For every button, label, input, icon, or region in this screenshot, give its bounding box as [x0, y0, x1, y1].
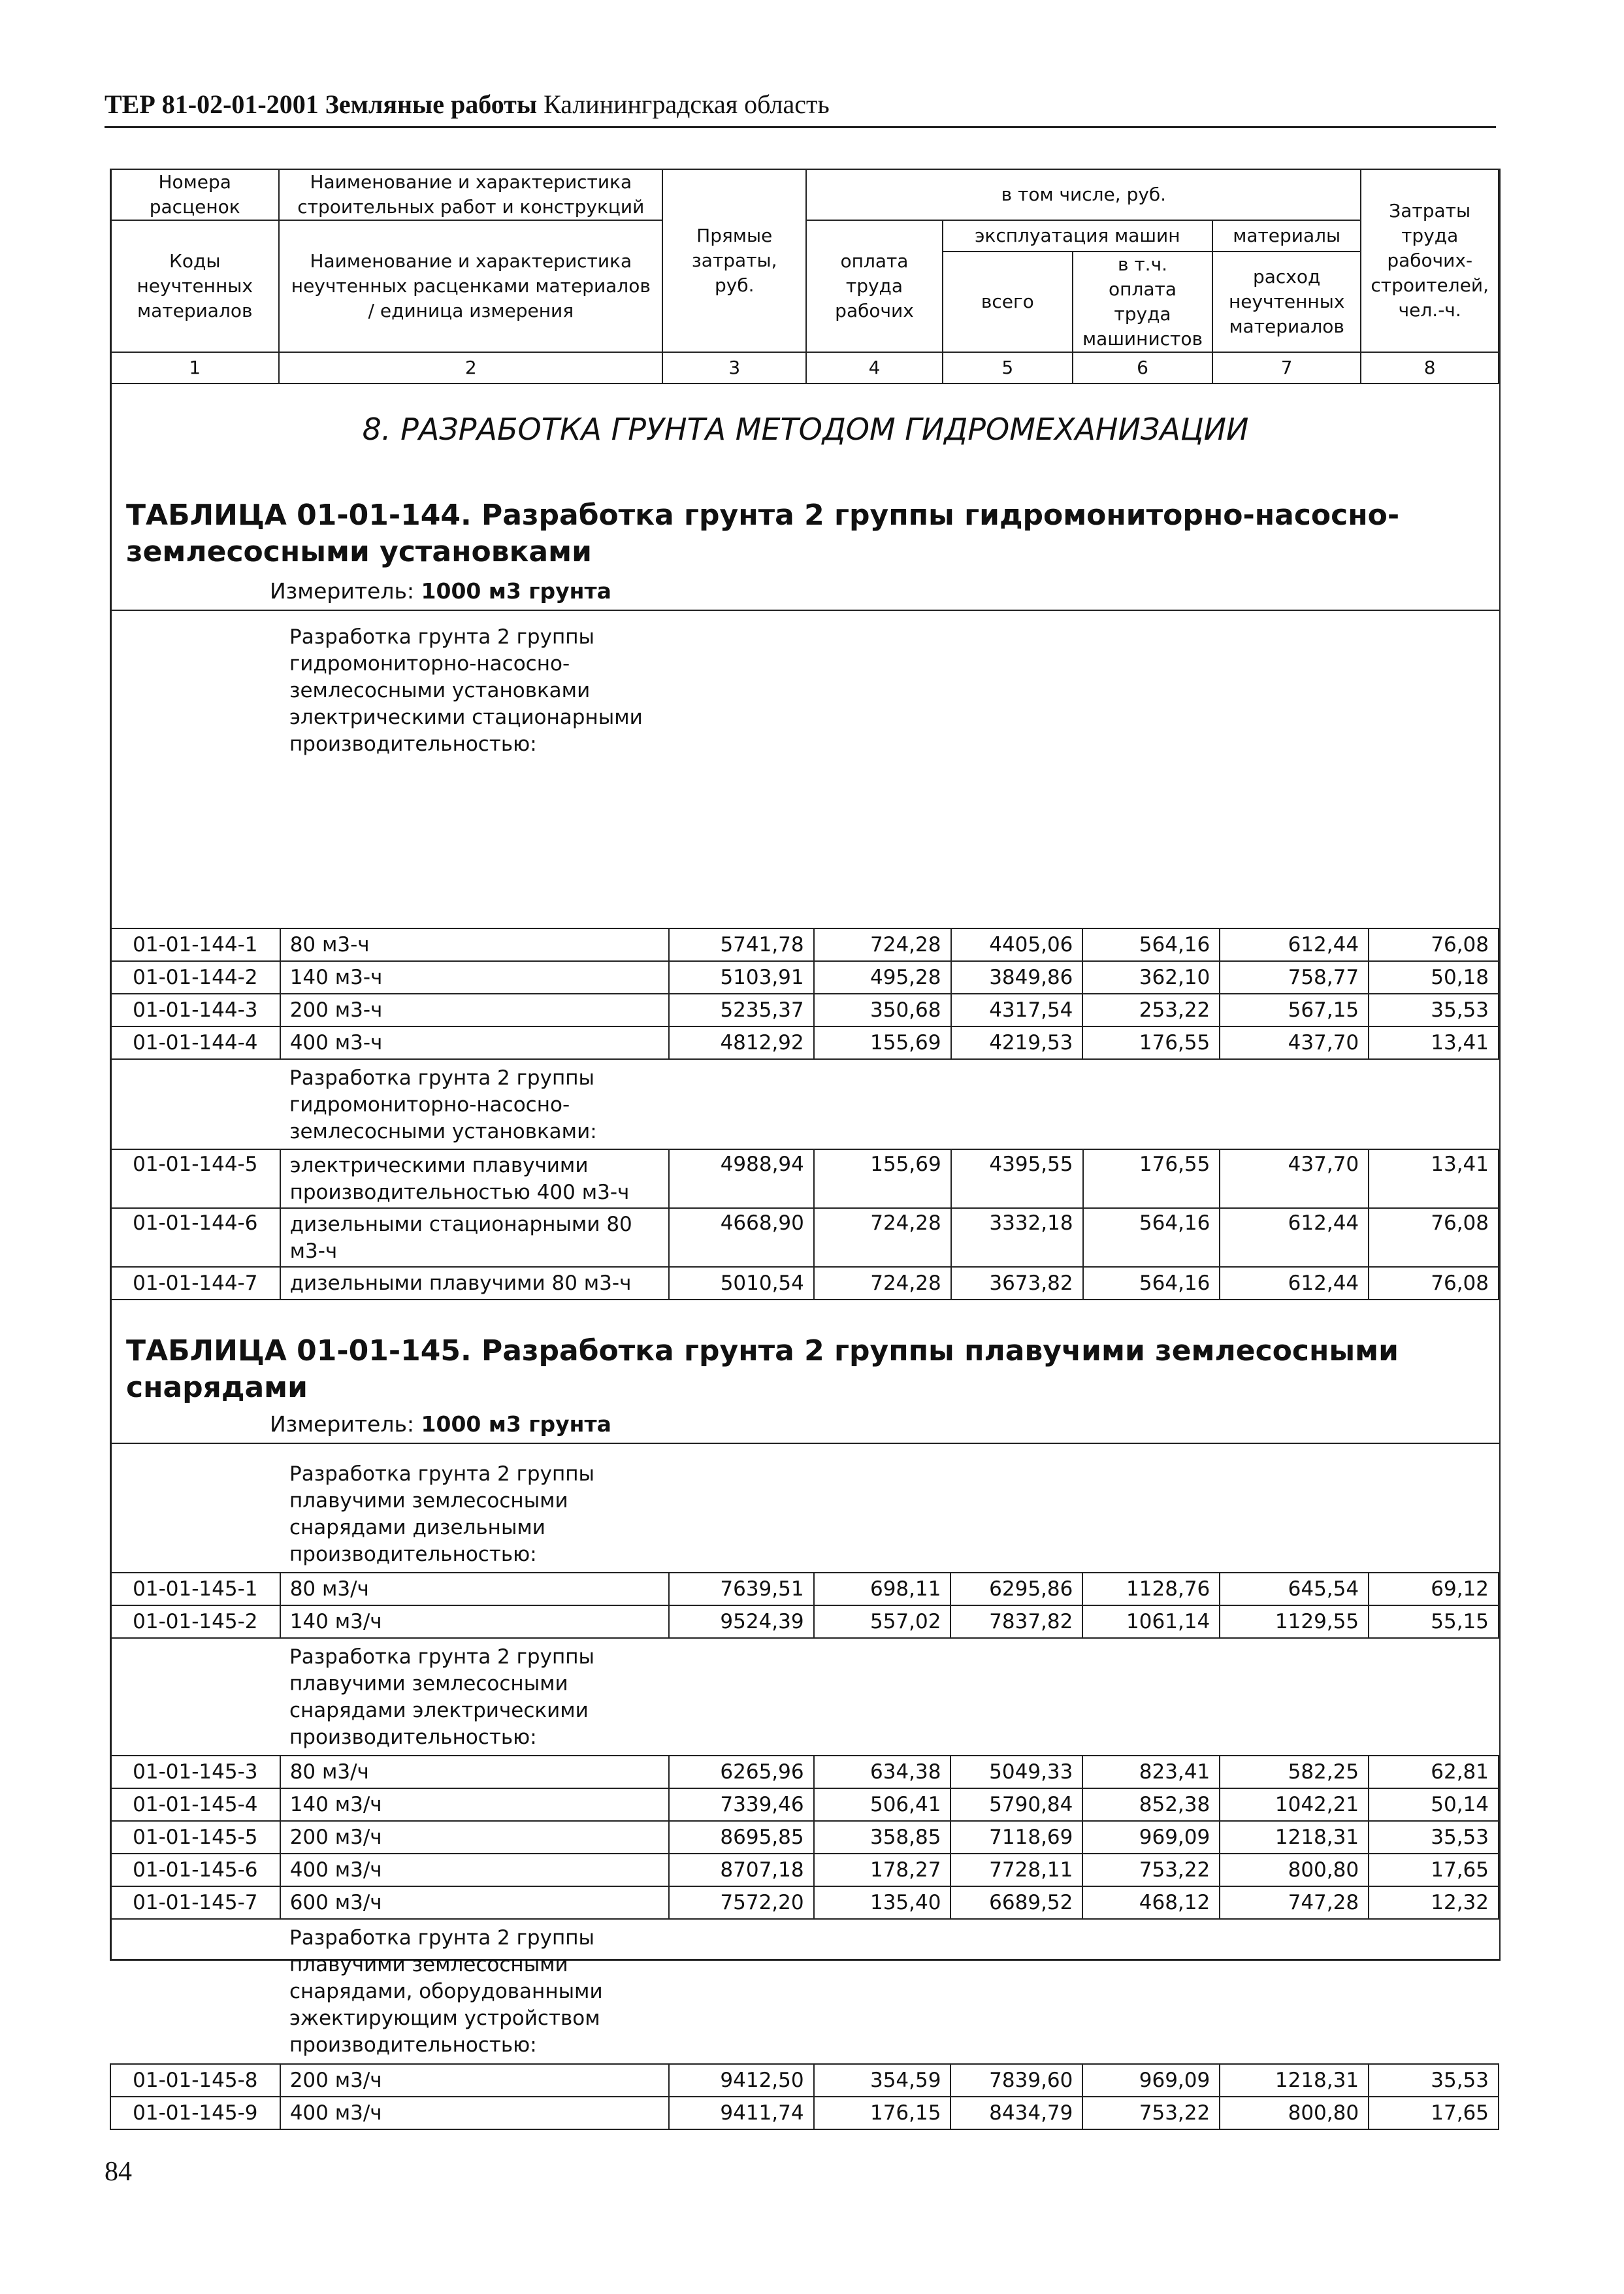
table-145-title-line2: снарядами [126, 1371, 308, 1404]
col-direct-costs-header: Прямые затраты, руб. [662, 169, 806, 352]
rate-name: 80 м3-ч [280, 928, 669, 961]
table-145-group-3-rows [110, 2063, 1499, 2130]
column-header-table [110, 169, 1499, 384]
table-145-group-1-description: Разработка грунта 2 группы плавучими землесосными снарядами дизельными производительностью: [289, 1462, 594, 1566]
col-wages-header: оплата труда рабочих [806, 220, 942, 352]
rate-code: 01-01-144-3 [110, 994, 280, 1026]
materials-header: материалы [1212, 220, 1361, 252]
rate-code: 01-01-145-4 [110, 1788, 280, 1821]
table-row: 01-01-144-3 200 м3-ч 5235,37 350,68 4317,54 253,22 567,15 35,53 [110, 994, 1499, 1026]
rate-code: 01-01-145-3 [110, 1756, 280, 1788]
document-code: ТЕР 81-02-01-2001 [105, 90, 319, 119]
col-number-5: 5 [943, 352, 1073, 384]
table-144-measure [112, 577, 1499, 611]
table-row: 01-01-145-8 200 м3/ч 9412,50 354,59 7839,60 969,09 1218,31 35,53 [110, 2064, 1499, 2097]
rate-code: 01-01-145-1 [110, 1573, 280, 1605]
table-row: 01-01-144-7 дизельными плавучими 80 м3-ч 5010,54 724,28 3673,82 564,16 612,44 76,08 [110, 1267, 1499, 1300]
col-machinists-wages-header: в т.ч. оплата труда машинистов [1073, 252, 1212, 352]
table-row: 01-01-144-5 электрическими плавучими производительностью 400 м3-ч 4988,94 155,69 4395,55 176,55 437,70 13,41 [110, 1149, 1499, 1208]
rate-code: 01-01-145-6 [110, 1854, 280, 1886]
region-name: Калининградская область [544, 90, 830, 119]
col-number-7: 7 [1212, 352, 1361, 384]
measure-value: 1000 м3 грунта [421, 578, 611, 604]
col-machines-total-header: всего [943, 252, 1073, 352]
running-header [105, 88, 1496, 128]
table-144-group-2-description: Разработка грунта 2 группы гидромониторно-насосно- землесосными установками: [289, 1066, 597, 1143]
page-number: 84 [105, 2157, 132, 2187]
table-row: 01-01-145-9 400 м3/ч 9411,74 176,15 8434,79 753,22 800,80 17,65 [110, 2097, 1499, 2129]
table-row: 01-01-145-1 80 м3/ч 7639,51 698,11 6295,86 1128,76 645,54 69,12 [110, 1573, 1499, 1605]
table-row: 01-01-145-5 200 м3/ч 8695,85 358,85 7118,69 969,09 1218,31 35,53 [110, 1821, 1499, 1854]
rate-code: 01-01-145-8 [110, 2064, 280, 2097]
table-144-title-line1: ТАБЛИЦА 01-01-144. Разработка грунта 2 группы гидромониторно-насосно- [126, 499, 1400, 532]
rate-name: 140 м3/ч [280, 1605, 669, 1638]
table-row: 01-01-145-6 400 м3/ч 8707,18 178,27 7728,11 753,22 800,80 17,65 [110, 1854, 1499, 1886]
col-number-3: 3 [662, 352, 806, 384]
table-row: 01-01-144-6 дизельными стационарными 80 м3-ч 4668,90 724,28 3332,18 564,16 612,44 76,08 [110, 1208, 1499, 1267]
measure-label: Измеритель: [270, 1411, 415, 1437]
rate-name: 200 м3-ч [280, 994, 669, 1026]
col-labour-header: Затраты труда рабочих-строителей, чел.-ч. [1361, 169, 1499, 352]
col-number-6: 6 [1073, 352, 1212, 384]
col-materials-usage-header: расход неучтенных материалов [1212, 252, 1361, 352]
col-number-2: 2 [279, 352, 662, 384]
machines-header: эксплуатация машин [943, 220, 1212, 252]
document-title: Земляные работы [325, 90, 538, 119]
rate-code: 01-01-145-2 [110, 1605, 280, 1638]
rate-code: 01-01-144-6 [110, 1208, 280, 1267]
table-row: 01-01-144-2 140 м3-ч 5103,91 495,28 3849,86 362,10 758,77 50,18 [110, 961, 1499, 994]
table-145-group-3-description: Разработка грунта 2 группы плавучими землесосными снарядами, оборудованными эжектирующим устройством производительностью: [289, 1926, 603, 2057]
rates-sheet [110, 169, 1501, 2125]
table-row: 01-01-144-1 80 м3-ч 5741,78 724,28 4405,06 564,16 612,44 76,08 [110, 928, 1499, 961]
table-row: 01-01-145-4 140 м3/ч 7339,46 506,41 5790,84 852,38 1042,21 50,14 [110, 1788, 1499, 1821]
rate-name: 80 м3/ч [280, 1756, 669, 1788]
col-number-8: 8 [1361, 352, 1499, 384]
table-145-group-2-description: Разработка грунта 2 группы плавучими землесосными снарядами электрическими производительностью: [289, 1645, 594, 1749]
table-144-title-line2: землесосными установками [126, 535, 592, 568]
rate-name: 400 м3/ч [280, 1854, 669, 1886]
rate-name: 600 м3/ч [280, 1886, 669, 1919]
rate-name: 80 м3/ч [280, 1573, 669, 1605]
rate-name: 200 м3/ч [280, 2064, 669, 2097]
col-number-1: 1 [110, 352, 279, 384]
table-145-group-1-rows [110, 1572, 1499, 1639]
table-145-title [126, 1333, 1399, 1406]
measure-label: Измеритель: [270, 578, 415, 604]
table-row: 01-01-145-7 600 м3/ч 7572,20 135,40 6689,52 468,12 747,28 12,32 [110, 1886, 1499, 1919]
table-145-group-2-rows [110, 1755, 1499, 1920]
table-144-group-1-description: Разработка грунта 2 группы гидромониторно-насосно- землесосными установками электрическими стационарными производительностью: [289, 625, 643, 756]
table-row: 01-01-145-3 80 м3/ч 6265,96 634,38 5049,33 823,41 582,25 62,81 [110, 1756, 1499, 1788]
rate-name: 400 м3/ч [280, 2097, 669, 2129]
rate-code: 01-01-145-9 [110, 2097, 280, 2129]
rate-code: 01-01-145-7 [110, 1886, 280, 1919]
col-work-name-header: Наименование и характеристика строительных работ и конструкций [279, 169, 662, 220]
section-title: 8. РАЗРАБОТКА ГРУНТА МЕТОДОМ ГИДРОМЕХАНИЗАЦИИ [362, 412, 1249, 447]
rate-name: 140 м3-ч [280, 961, 669, 994]
table-row: 01-01-144-4 400 м3-ч 4812,92 155,69 4219,53 176,55 437,70 13,41 [110, 1026, 1499, 1059]
rate-code: 01-01-144-7 [110, 1267, 280, 1300]
table-row: 01-01-145-2 140 м3/ч 9524,39 557,02 7837,82 1061,14 1129,55 55,15 [110, 1605, 1499, 1638]
col-number-4: 4 [806, 352, 942, 384]
table-144-group-2-rows [110, 1149, 1499, 1300]
rate-name: электрическими плавучими производительностью 400 м3-ч [280, 1149, 669, 1208]
table-145-title-line1: ТАБЛИЦА 01-01-145. Разработка грунта 2 группы плавучими землесосными [126, 1334, 1399, 1368]
col-codes-header: Номера расценок [110, 169, 279, 220]
rate-name: 400 м3-ч [280, 1026, 669, 1059]
table-145-measure [112, 1410, 1499, 1444]
rate-name: 200 м3/ч [280, 1821, 669, 1854]
rate-code: 01-01-144-4 [110, 1026, 280, 1059]
col-material-name-header: Наименование и характеристика неучтенных расценками материалов / единица измерения [279, 220, 662, 352]
table-144-title [126, 497, 1399, 570]
rate-code: 01-01-144-5 [110, 1149, 280, 1208]
rate-code: 01-01-144-2 [110, 961, 280, 994]
rate-code: 01-01-145-5 [110, 1821, 280, 1854]
rate-code: 01-01-144-1 [110, 928, 280, 961]
col-material-codes-header: Коды неучтенных материалов [110, 220, 279, 352]
rate-name: дизельными плавучими 80 м3-ч [280, 1267, 669, 1300]
table-144-group-1-rows [110, 928, 1499, 1060]
rate-name: 140 м3/ч [280, 1788, 669, 1821]
measure-value: 1000 м3 грунта [421, 1411, 611, 1437]
rate-name: дизельными стационарными 80 м3-ч [280, 1208, 669, 1267]
including-header: в том числе, руб. [806, 169, 1361, 220]
